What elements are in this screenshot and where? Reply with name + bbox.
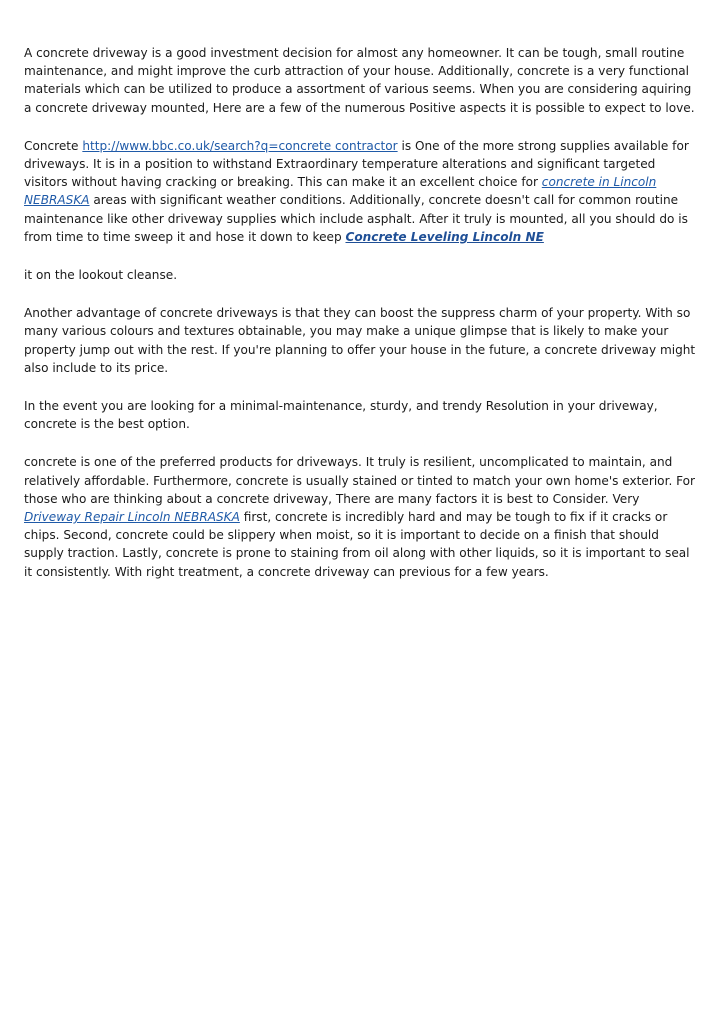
paragraph-factors — [24, 453, 696, 580]
paragraph-durability — [24, 137, 696, 246]
paragraph-best-option-text: In the event you are looking for a minimal-maintenance, sturdy, and trendy Resolution in your driveway, concrete is the best option. — [24, 399, 658, 432]
paragraph-factors-text-1: concrete is one of the preferred products for driveways. It truly is resilient, uncomplicated to maintain, and relatively affordable. Furthermore, concrete is usually stained or tinted to match your own home's exterior. For those who are thinking about a concrete driveway, There are many factors it is best to Consider. Very — [24, 455, 696, 506]
document-body — [24, 44, 696, 601]
bbc-search-link[interactable]: http://www.bbc.co.uk/search?q=concrete contractor — [82, 138, 398, 153]
concrete-lincoln-link[interactable]: concrete in Lincoln NEBRASKA — [24, 175, 657, 208]
paragraph-cleanse — [24, 266, 696, 284]
driveway-repair-link[interactable]: Driveway Repair Lincoln NEBRASKA — [24, 510, 240, 525]
paragraph-durability-text-1: Concrete — [24, 138, 83, 153]
paragraph-intro-text: A concrete driveway is a good investment decision for almost any homeowner. It can be tough, small routine maintenance, and might improve the curb attraction of your house. Additionally, concrete is a very functional materials which can be utilized to produce a assortment of various seems. When you are considering aquiring a concrete driveway mounted, Here are a few of the numerous Positive aspects it is possible to expect to love. — [24, 46, 695, 115]
concrete-leveling-link[interactable]: Concrete Leveling Lincoln NE — [345, 229, 544, 244]
paragraph-durability-text-2: is One of the more strong supplies available for driveways. It is in a position to withstand Extraordinary temperature alterations and significant targeted visitors without having cracking or breaking. This can make it an excellent choice for — [24, 138, 689, 190]
paragraph-intro — [24, 44, 696, 117]
paragraph-durability-text-3: areas with significant weather conditions. Additionally, concrete doesn't call for common routine maintenance like other driveway supplies which include asphalt. After it truly is mounted, all you should do is from time to time sweep it and hose it down to keep — [24, 193, 688, 244]
paragraph-curb-appeal — [24, 304, 696, 377]
paragraph-curb-appeal-text: Another advantage of concrete driveways is that they can boost the suppress charm of your property. With so many various colours and textures obtainable, you may make a unique glimpse that is likely to make your property jump out with the rest. If you're planning to offer your house in the future, a concrete driveway might also include to its price. — [24, 306, 696, 375]
paragraph-factors-text-2: first, concrete is incredibly hard and may be tough to fix if it cracks or chips. Second, concrete could be slippery when moist, so it is important to decide on a finish that should supply traction. Lastly, concrete is prone to staining from oil along with other liquids, so it is important to seal it consistently. With right treatment, a concrete driveway can previous for a few years. — [24, 510, 690, 579]
paragraph-cleanse-text: it on the lookout cleanse. — [24, 268, 178, 283]
paragraph-best-option — [24, 397, 696, 433]
